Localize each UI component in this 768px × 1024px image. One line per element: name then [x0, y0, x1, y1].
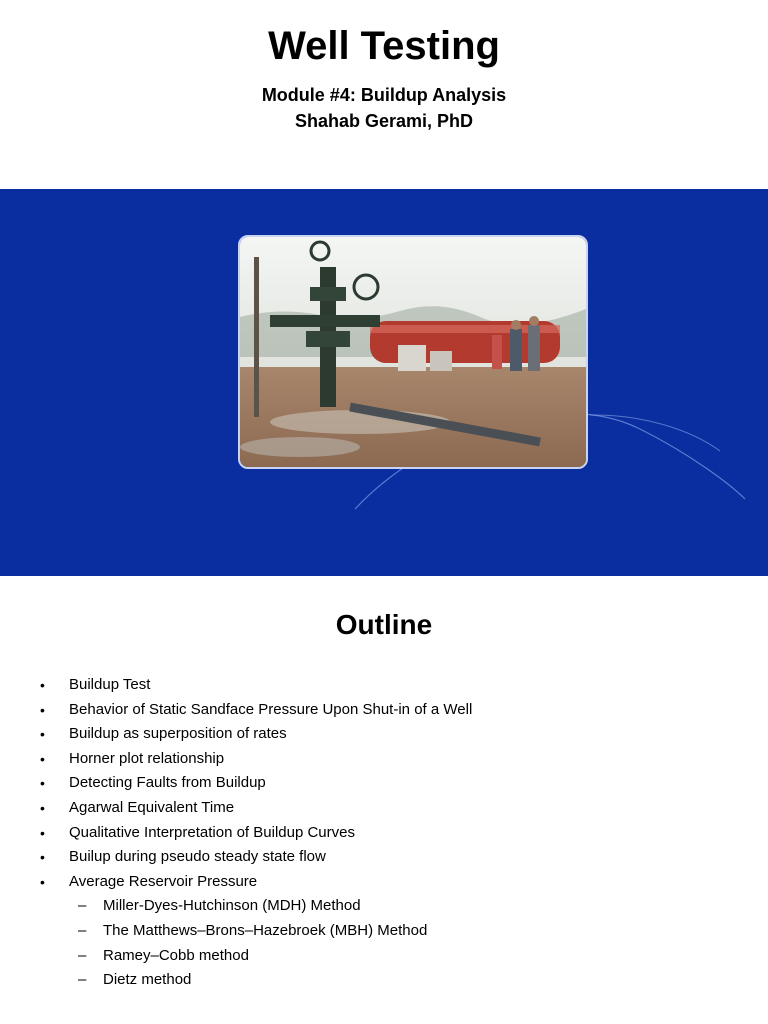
list-item-text: Builup during pseudo steady state flow [69, 848, 326, 866]
title-banner [0, 189, 768, 576]
list-item [0, 673, 768, 698]
list-item [0, 821, 768, 846]
sub-list-item-text: Miller-Dyes-Hutchinson (MDH) Method [103, 897, 361, 915]
sub-list-item [0, 944, 768, 969]
list-item-text: Horner plot relationship [69, 749, 225, 767]
bullet-marker: • [40, 873, 45, 890]
bullet-marker: • [40, 775, 45, 792]
list-item-text: Average Reservoir Pressure [69, 872, 258, 890]
dash-marker: – [78, 946, 87, 964]
bullet-marker: • [40, 701, 45, 718]
sub-list-item-text: Dietz method [103, 971, 192, 989]
bullet-marker: • [40, 750, 45, 767]
dash-marker: – [78, 971, 87, 989]
bullet-marker: • [40, 677, 45, 693]
dash-marker: – [78, 921, 87, 939]
list-item [0, 870, 768, 895]
list-item [0, 747, 768, 772]
list-item-text: Agarwal Equivalent Time [69, 798, 235, 816]
list-item-text: Buildup Test [69, 676, 151, 693]
list-item [0, 845, 768, 870]
bullet-marker: • [40, 849, 45, 866]
sub-list-item [0, 894, 768, 919]
list-item-text: Qualitative Interpretation of Buildup Curves [69, 823, 355, 841]
list-item [0, 722, 768, 747]
dash-marker: – [78, 897, 87, 915]
wellhead-illustration [240, 237, 586, 467]
bullet-marker: • [40, 824, 45, 841]
list-item-text: Buildup as superposition of rates [69, 725, 287, 743]
sub-list-item [0, 968, 768, 993]
sub-list-item [0, 919, 768, 944]
module-subtitle: Module #4: Buildup Analysis [261, 85, 507, 105]
list-item [0, 796, 768, 821]
list-item [0, 698, 768, 723]
list-item-text: Behavior of Static Sandface Pressure Upon Shut-in of a Well [69, 700, 473, 718]
sub-list-item-text: The Matthews–Brons–Hazebroek (MBH) Method [103, 921, 428, 939]
author-subtitle: Shahab Gerami, PhD [294, 111, 474, 131]
bullet-marker: • [40, 799, 45, 816]
list-item-text: Detecting Faults from Buildup [69, 774, 266, 792]
outline-heading: Outline [335, 609, 433, 640]
bullet-marker: • [40, 726, 45, 743]
page-title: Well Testing [268, 24, 500, 68]
list-item [0, 771, 768, 796]
outline-list [0, 673, 768, 993]
wellhead-photo [238, 235, 588, 469]
sub-list-item-text: Ramey–Cobb method [103, 946, 249, 964]
